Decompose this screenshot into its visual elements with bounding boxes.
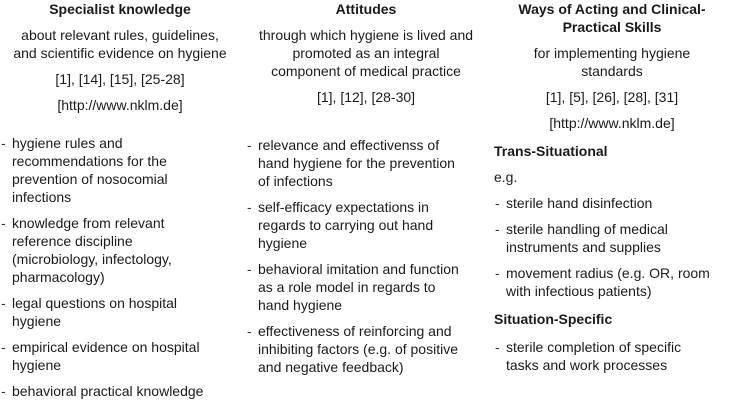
section-title-trans-situational: Trans-Situational [494, 143, 608, 159]
column-references: [1], [5], [26], [28], [31] [545, 89, 679, 105]
column-description [494, 44, 730, 80]
list-item: - relevance and effectivenss of hand hygiene for the prevention of infections [246, 136, 486, 190]
description-line: component of medical practice [271, 63, 461, 79]
item-list [494, 194, 730, 300]
description-line: through which hygiene is lived and [258, 27, 474, 43]
column-url: [http://www.nklm.de] [549, 115, 675, 131]
item-list [246, 136, 486, 376]
description-line: about relevant rules, guidelines, [21, 27, 219, 43]
list-item: - behavioral practical knowledge [0, 382, 240, 400]
section-title-situation-specific: Situation-Specific [494, 311, 613, 327]
column-specialist-knowledge [0, 0, 240, 400]
list-item: - knowledge from relevant reference discipline (microbiology, infectology, pharmacology) [0, 214, 240, 286]
description-line: promoted as an integral [292, 45, 440, 61]
list-item: - self-efficacy expectations in regards to carrying out hand hygiene [246, 198, 486, 252]
example-label: e.g. [494, 169, 518, 185]
column-url: [http://www.nklm.de] [57, 97, 183, 113]
column-attitudes [246, 0, 486, 376]
item-list [0, 134, 240, 400]
list-item: - behavioral imitation and function as a role model in regards to hand hygiene [246, 260, 486, 314]
column-description [0, 26, 240, 62]
list-item: - sterile completion of specific tasks and work processes [494, 338, 730, 374]
column-references: [1], [14], [15], [25-28] [55, 71, 185, 87]
list-item: - sterile hand disinfection [494, 194, 730, 212]
column-title: Ways of Acting and Clinical- Practical Skills [518, 1, 706, 35]
description-line: standards [581, 63, 643, 79]
list-item: - legal questions on hospital hygiene [0, 294, 240, 330]
item-list [494, 338, 730, 374]
column-references: [1], [12], [28-30] [316, 89, 416, 105]
column-description [246, 26, 486, 80]
list-item: - movement radius (e.g. OR, room with infectious patients) [494, 264, 730, 300]
column-title: Attitudes [335, 1, 397, 17]
column-ways-of-acting [494, 0, 730, 374]
list-item: - hygiene rules and recommendations for the prevention of nosocomial infections [0, 134, 240, 206]
column-title: Specialist knowledge [49, 1, 191, 17]
description-line: for implementing hygiene [533, 45, 691, 61]
list-item: - empirical evidence on hospital hygiene [0, 338, 240, 374]
list-item: - sterile handling of medical instruments and supplies [494, 220, 730, 256]
list-item: - effectiveness of reinforcing and inhibiting factors (e.g. of positive and negative feedback) [246, 322, 486, 376]
description-line: and scientific evidence on hygiene [13, 45, 227, 61]
